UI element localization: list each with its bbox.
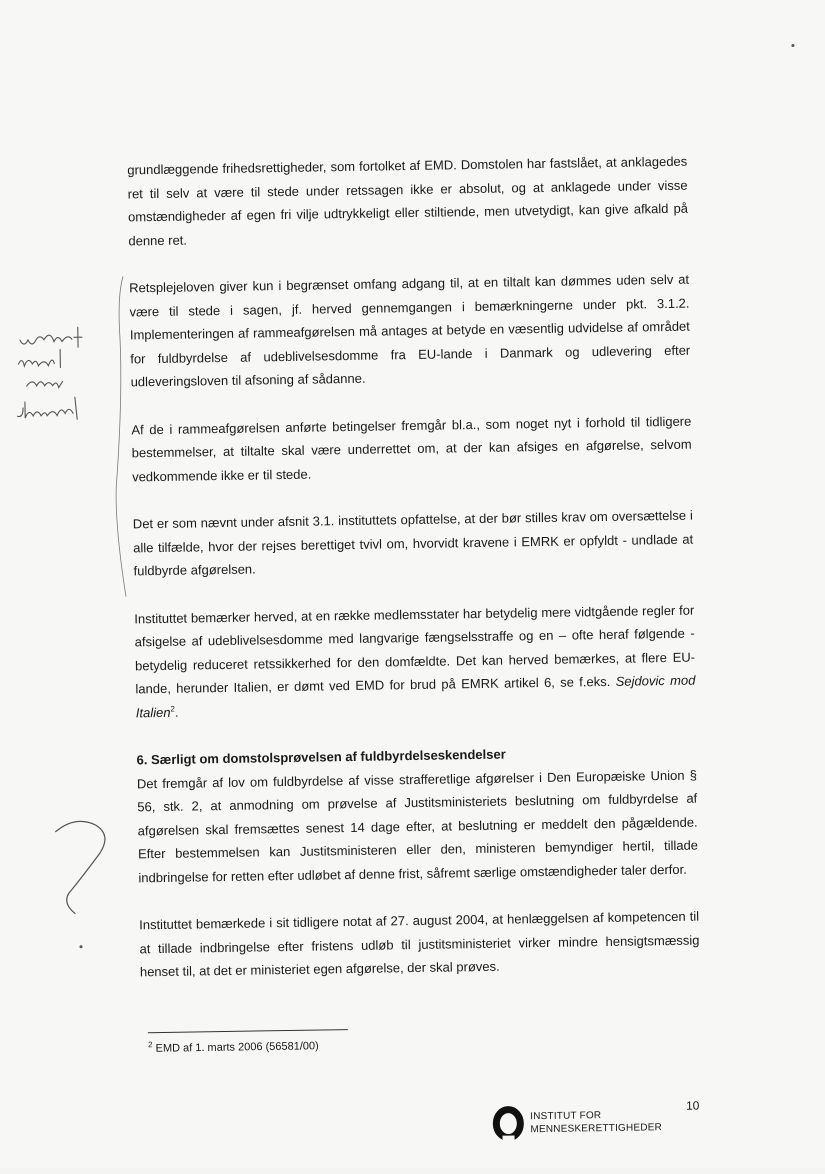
- section-heading: 6. Særligt om domstolsprøvelsen af fuldbyrdelseskendelser: [136, 746, 506, 768]
- footnote-number: 2: [147, 1040, 153, 1050]
- paragraph-7: Instituttet bemærkede i sit tidligere notat af 27. august 2004, at henlæggelsen af kompetencen til at tillade indbringelse efter fristens udløb til justitsministeriet virker mindre hensigtsmæssig henset til, at det er ministeriet egen afgørelse, der skal prøves.: [139, 908, 700, 980]
- paragraph-3: Af de i rammeafgørelsen anførte betingelser fremgår bl.a., som noget nyt i forhold til tidligere bestemmelser, at tiltalte skal være underrettet om, at der kan afsiges en afgørelse, selvom vedkommende ikke er til stede.: [131, 413, 692, 484]
- paragraph-1: grundlæggende frihedsrettigheder, som fortolket af EMD. Domstolen har fastslået, at anklagedes ret til selv at være til stede under retssagen ikke er absolut, og at anklagede under visse omstændigheder af egen fri vilje udtrykkeligt eller stiltiende, men utvetydigt, kan give afkald på denne ret.: [127, 153, 689, 248]
- paragraph-5-text: Instituttet bemærker herved, at en række medlemsstater har betydelig mere vidtgående regler for afsigelse af udeblivelsesdomme med langvarige fængselsstraffe og en – ofte heraf følgende - betydelig reduceret retssikkerhed for den domfældte. Det kan herved bemærkes, at flere EU-lande, herunder Italien, er dømt ved EMD for brud på EMRK artikel 6, se f.eks.: [134, 602, 696, 697]
- footnote-reference: 2: [170, 703, 175, 714]
- paragraph-5-end: .: [174, 704, 179, 720]
- institute-logo-icon: [492, 1105, 525, 1141]
- footnote-divider: [148, 1029, 348, 1033]
- scan-speck: [79, 945, 82, 948]
- footnote-text: EMD af 1. marts 2006 (56581/00): [155, 1040, 319, 1055]
- paragraph-4: Det er som nævnt under afsnit 3.1. instituttets opfattelse, at der bør stilles krav om oversættelse i alle tilfælde, hvor der rejses berettiget tvivl om, hvorvidt kravene i EMRK er opfyldt - undlade at fuldbyrde afgørelsen.: [132, 507, 694, 579]
- case-reference: Sejdovic mod Italien: [135, 672, 696, 720]
- logo-line-1: INSTITUT FOR: [530, 1110, 602, 1123]
- handwritten-question-mark: [47, 817, 119, 918]
- logo-line-2: MENNESKERETTIGHEDER: [530, 1122, 663, 1136]
- page-number: 10: [685, 1098, 700, 1113]
- paragraph-2: Retsplejeloven giver kun i begrænset omfang adgang til, at en tiltalt kan dømmes uden selv at være til stede i sagen, jf. herved gennemgangen i bemærkningerne under pkt. 3.1.2. Implementeringen af rammeafgørelsen må antages at betyde en væsentlig udvidelse af området for fuldbyrdelse af udeblivelsesdomme fra EU-lande i Danmark og udlevering efter udleveringsloven til afsoning af sådanne.: [129, 271, 691, 390]
- institute-logo: [492, 1103, 662, 1142]
- scan-speck: [791, 44, 794, 47]
- footnote: [148, 1038, 319, 1055]
- paragraph-6: Det fremgår af lov om fuldbyrdelse af visse strafferetlige afgørelser i Den Europæiske Union § 56, stk. 2, at anmodning om prøvelse af Justitsministeriets beslutning om fuldbyrdelse af afgørelsen skal fremsættes senest 14 dage efter, at beslutning er meddelt den pågældende. Efter bestemmelsen kan Justitsministeren eller den, ministeren bemyndiger hertil, tillade indbringelse for retten efter udløbet af denne frist, såfremt særlige omstændigheder taler derfor.: [136, 767, 699, 885]
- document-body: [127, 150, 700, 1008]
- paragraph-5: [134, 598, 696, 724]
